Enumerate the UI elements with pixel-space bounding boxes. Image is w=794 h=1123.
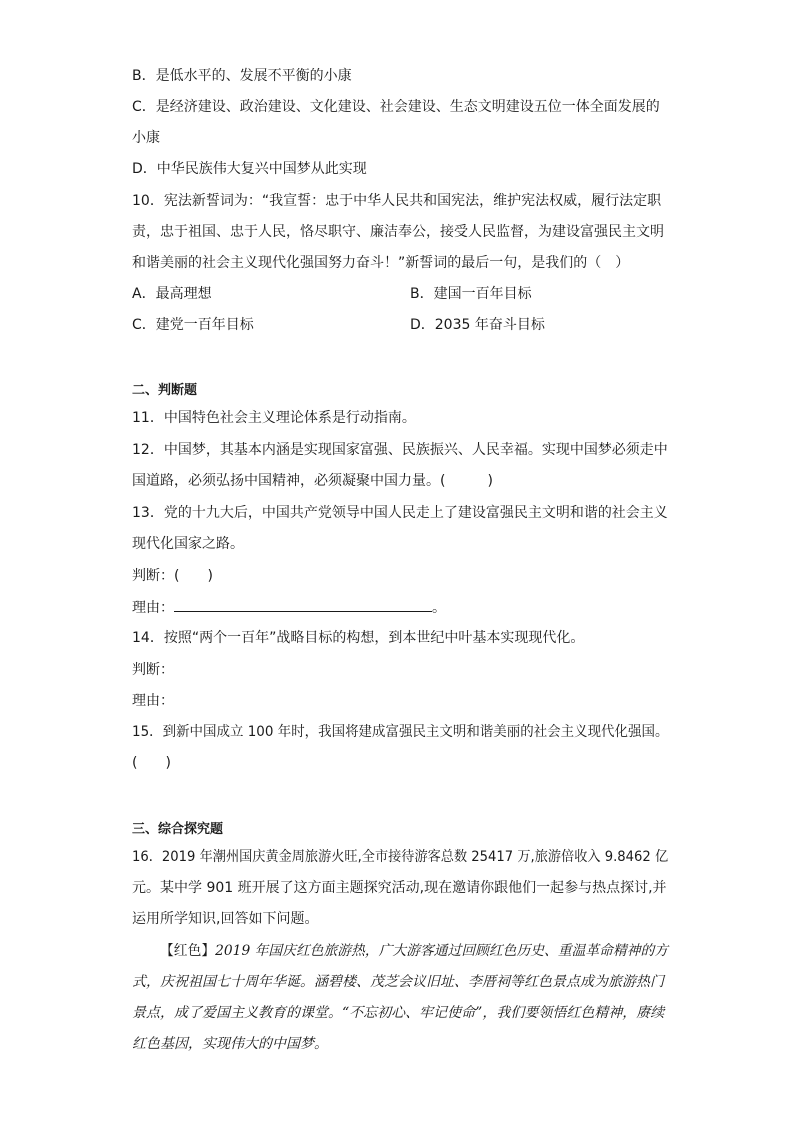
q13-line1: 13．党的十九大后，中国共产党领导中国人民走上了建设富强民主文明和谐的社会主义 bbox=[132, 505, 668, 521]
q10-stem-line1: 10．宪法新誓词为：“我宣誓：忠于中华人民共和国宪法，维护宪法权威，履行法定职 bbox=[132, 193, 662, 209]
q9-option-c-line2: 小康 bbox=[132, 130, 160, 146]
q10-stem-line2: 责，忠于祖国、忠于人民，恪尽职守、廉洁奉公，接受人民监督，为建设富强民主文明 bbox=[132, 224, 664, 240]
material-text-line1: 2019 年国庆红色旅游热，广大游客通过回顾红色历史、重温革命精神的方 bbox=[215, 943, 669, 959]
section-title-judgment: 二、判断题 bbox=[132, 383, 198, 398]
q13-reason bbox=[132, 597, 446, 618]
q9-option-b: B．是低水平的、发展不平衡的小康 bbox=[132, 68, 352, 84]
q14-reason: 理由： bbox=[132, 693, 174, 709]
q14-text: 14．按照“两个一百年”战略目标的构想，到本世纪中叶基本实现现代化。 bbox=[132, 630, 585, 646]
material-line4: 红色基因，实现伟大的中国梦。 bbox=[132, 1036, 328, 1052]
q12-line2: 国道路，必须弘扬中国精神，必须凝聚中国力量。( ) bbox=[132, 473, 493, 489]
q15-line1: 15．到新中国成立 100 年时，我国将建成富强民主文明和谐美丽的社会主义现代化强国。 bbox=[132, 724, 669, 740]
q10-option-a: A．最高理想 bbox=[132, 286, 212, 302]
q16-line1: 16．2019 年潮州国庆黄金周旅游火旺,全市接待游客总数 25417 万,旅游倍收入 9.8462 亿 bbox=[132, 849, 669, 865]
q10-option-d: D．2035 年奋斗目标 bbox=[410, 317, 545, 333]
material-line2: 式，庆祝祖国七十周年华诞。涵碧楼、茂芝会议旧址、李厝祠等红色景点成为旅游热门 bbox=[132, 974, 664, 990]
q13-line2: 现代化国家之路。 bbox=[132, 536, 244, 552]
q10-stem-line3: 和谐美丽的社会主义现代化强国努力奋斗！”新誓词的最后一句，是我们的（ ） bbox=[132, 255, 630, 271]
q13-reason-blank[interactable] bbox=[174, 597, 432, 612]
q16-line2: 元。某中学 901 班开展了这方面主题探究活动,现在邀请你跟他们一起参与热点探讨,并 bbox=[132, 880, 667, 896]
q11-text: 11．中国特色社会主义理论体系是行动指南。 bbox=[132, 410, 416, 426]
q10-option-c: C．建党一百年目标 bbox=[132, 317, 254, 333]
q13-reason-end: 。 bbox=[432, 600, 446, 616]
q13-reason-label: 理由： bbox=[132, 600, 174, 616]
material-line1 bbox=[160, 941, 668, 961]
q9-option-d: D．中华民族伟大复兴中国梦从此实现 bbox=[132, 161, 367, 177]
section-title-inquiry: 三、综合探究题 bbox=[132, 822, 224, 837]
q13-judge: 判断：( ) bbox=[132, 568, 213, 584]
q10-option-b: B．建国一百年目标 bbox=[410, 286, 532, 302]
material-line3: 景点，成了爱国主义教育的课堂。“不忘初心、牢记使命”，我们要领悟红色精神，赓续 bbox=[132, 1005, 665, 1021]
q9-option-c-line1: C．是经济建设、政治建设、文化建设、社会建设、生态文明建设五位一体全面发展的 bbox=[132, 99, 660, 115]
q15-line2: ( ) bbox=[132, 755, 171, 771]
material-tag: 【红色】 bbox=[160, 943, 216, 959]
q16-line3: 运用所学知识,回答如下问题。 bbox=[132, 911, 319, 927]
q14-judge: 判断： bbox=[132, 662, 174, 678]
q12-line1: 12．中国梦，其基本内涵是实现国家富强、民族振兴、人民幸福。实现中国梦必须走中 bbox=[132, 442, 668, 458]
